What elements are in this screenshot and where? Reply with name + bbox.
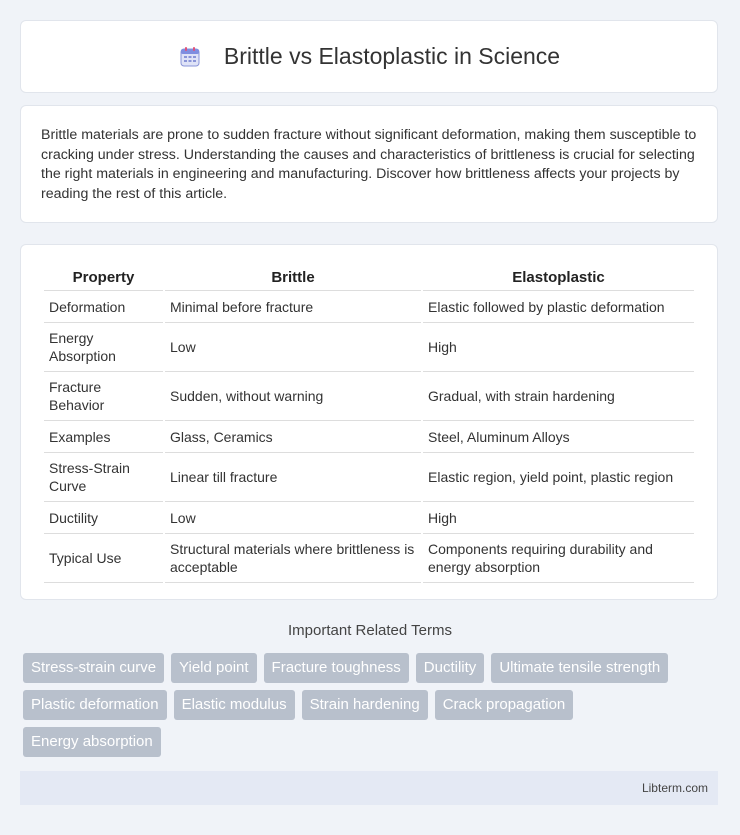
table-cell: Deformation (44, 291, 163, 323)
related-term-tag[interactable]: Ductility (416, 653, 485, 683)
title-card (20, 20, 718, 93)
table-row (44, 502, 694, 534)
intro-paragraph: Brittle materials are prone to sudden fracture without significant deformation, making them susceptible to cracking under stress. Understanding the causes and characteristics of brittleness is crucial for selecting the right materials in engineering and manufacturing. Discover how brittleness affects your projects by reading the rest of this article. (41, 127, 697, 202)
table-cell: High (423, 502, 694, 534)
related-term-tag[interactable]: Crack propagation (435, 690, 574, 720)
related-term-tag[interactable]: Stress-strain curve (23, 653, 164, 683)
comparison-table (42, 265, 696, 583)
related-term-tag[interactable]: Ultimate tensile strength (491, 653, 668, 683)
table-cell: High (423, 323, 694, 372)
table-cell: Steel, Aluminum Alloys (423, 421, 694, 453)
table-cell: Typical Use (44, 534, 163, 583)
table-cell: Elastic region, yield point, plastic region (423, 453, 694, 502)
footer (20, 771, 718, 805)
table-row (44, 323, 694, 372)
comparison-table-card (20, 244, 718, 600)
related-term-tag[interactable]: Plastic deformation (23, 690, 167, 720)
table-cell: Examples (44, 421, 163, 453)
table-cell: Glass, Ceramics (165, 421, 421, 453)
table-cell: Stress-Strain Curve (44, 453, 163, 502)
calendar-icon (178, 45, 202, 69)
table-row (44, 372, 694, 421)
table-cell: Low (165, 502, 421, 534)
table-header-row (44, 265, 694, 291)
table-cell: Fracture Behavior (44, 372, 163, 421)
table-cell: Ductility (44, 502, 163, 534)
related-terms-list (23, 653, 723, 764)
related-term-tag[interactable]: Elastic modulus (174, 690, 295, 720)
table-cell: Elastic followed by plastic deformation (423, 291, 694, 323)
footer-site-link[interactable]: Libterm.com (641, 781, 708, 795)
related-term-tag[interactable]: Yield point (171, 653, 257, 683)
table-cell: Low (165, 323, 421, 372)
table-cell: Energy Absorption (44, 323, 163, 372)
table-cell: Linear till fracture (165, 453, 421, 502)
table-cell: Gradual, with strain hardening (423, 372, 694, 421)
related-terms-title: Important Related Terms (288, 622, 452, 639)
table-row (44, 453, 694, 502)
table-row (44, 534, 694, 583)
table-cell: Components requiring durability and energy absorption (423, 534, 694, 583)
header-property: Property (44, 265, 163, 291)
table-cell: Sudden, without warning (165, 372, 421, 421)
related-term-tag[interactable]: Energy absorption (23, 727, 161, 757)
page-title: Brittle vs Elastoplastic in Science (223, 43, 561, 69)
intro-card (20, 105, 718, 223)
table-cell: Minimal before fracture (165, 291, 421, 323)
table-row (44, 421, 694, 453)
table-row (44, 291, 694, 323)
table-cell: Structural materials where brittleness is acceptable (165, 534, 421, 583)
related-term-tag[interactable]: Fracture toughness (264, 653, 409, 683)
header-elastoplastic: Elastoplastic (423, 265, 694, 291)
header-brittle: Brittle (165, 265, 421, 291)
related-term-tag[interactable]: Strain hardening (302, 690, 428, 720)
